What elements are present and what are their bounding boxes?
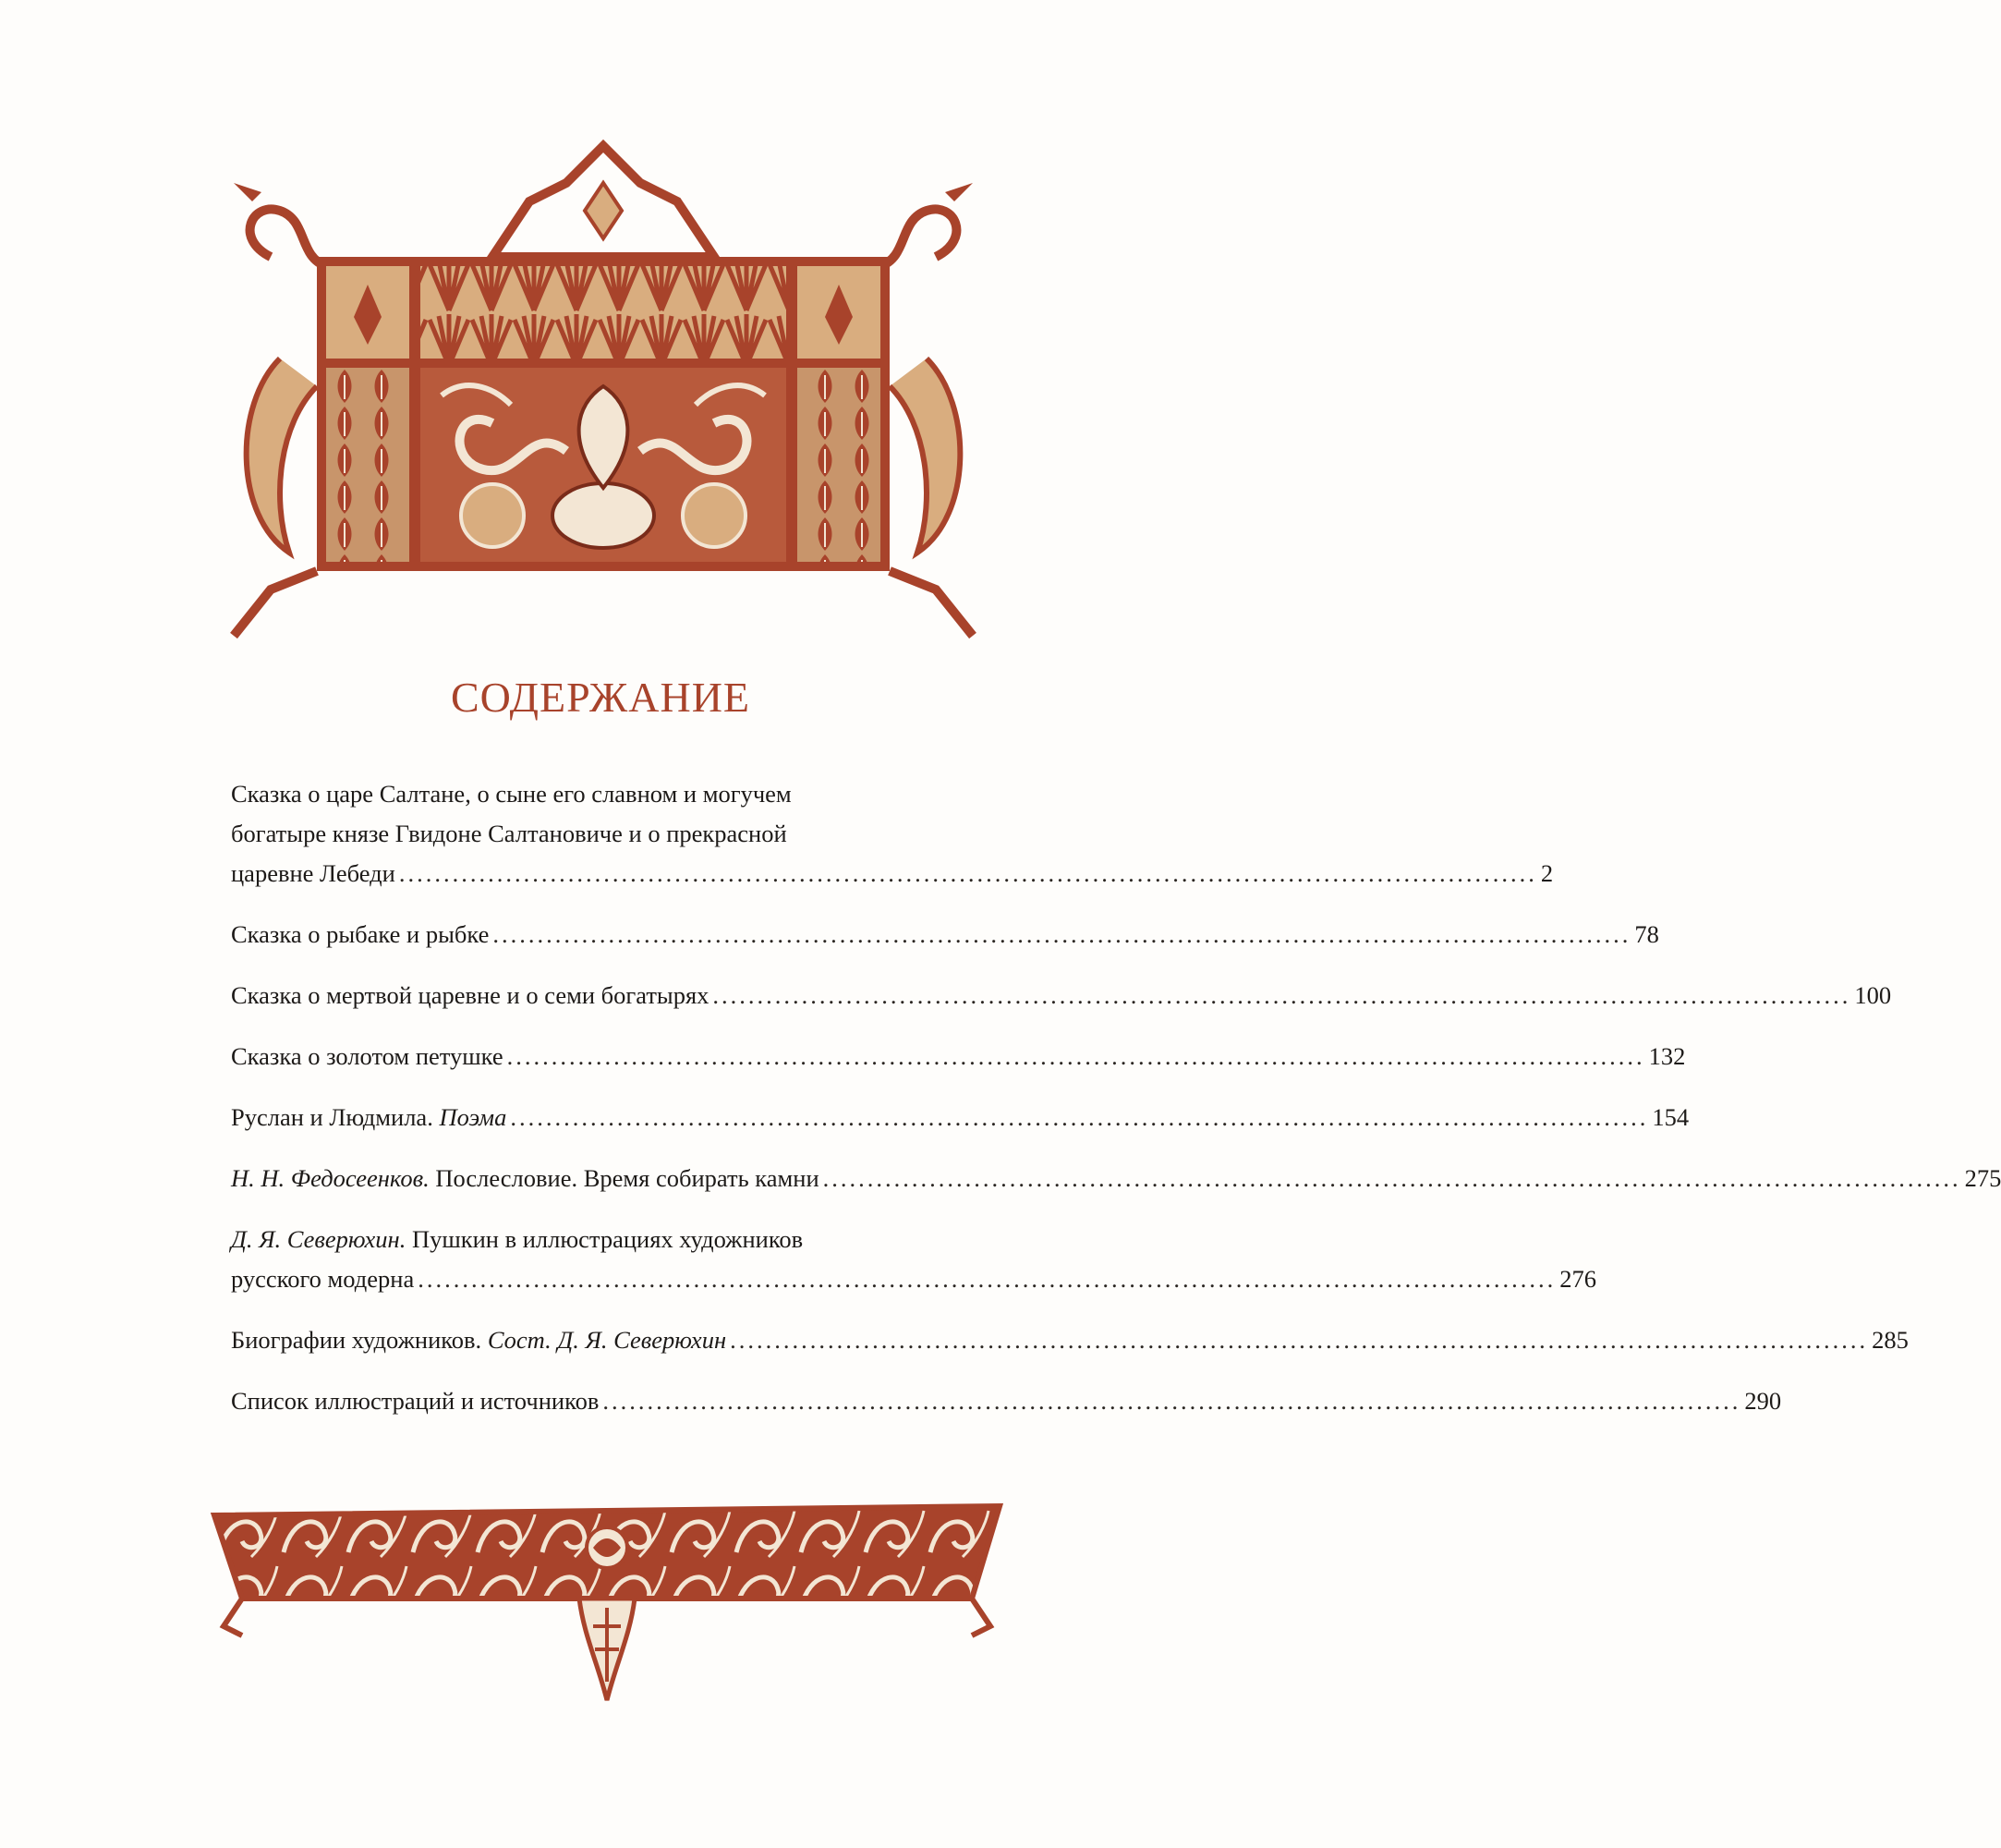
table-of-contents	[231, 774, 2001, 1442]
leader-dots: ................................................................................................................................	[418, 1265, 1557, 1293]
toc-entry-line: Пушкин в иллюстрациях художников	[411, 1225, 804, 1253]
leader-dots: ................................................................................................................................	[510, 1103, 1649, 1131]
toc-entry-author: Н. Н. Федосеенков.	[231, 1164, 430, 1192]
toc-page-number: 2	[1540, 859, 1554, 887]
toc-entry-title: царевне Лебеди	[231, 859, 395, 887]
leader-dots: ................................................................................................................................	[602, 1387, 1741, 1415]
toc-entry-title: Руслан и Людмила.	[231, 1103, 433, 1131]
toc-entry	[231, 976, 1892, 1015]
toc-entry-author: Д. Я. Северюхин.	[231, 1225, 406, 1253]
toc-entry-title: Сказка о золотом петушке	[231, 1042, 503, 1070]
leader-dots: ................................................................................................................................	[492, 920, 1631, 948]
top-ornament-illustration	[215, 146, 991, 663]
toc-entry-title: Список иллюстраций и источников	[231, 1387, 600, 1415]
toc-page-number: 285	[1872, 1326, 1909, 1354]
toc-entry-line: Сказка о царе Салтане, о сыне его славном и могучем	[231, 780, 792, 808]
toc-entry	[231, 1098, 1690, 1137]
leader-dots: ................................................................................................................................	[398, 859, 1537, 887]
toc-page-number: 154	[1652, 1103, 1690, 1131]
toc-entry	[231, 1159, 2001, 1198]
leader-dots: ................................................................................................................................	[730, 1326, 1869, 1354]
toc-entry-title: русского модерна	[231, 1265, 415, 1293]
leader-dots: ................................................................................................................................	[712, 981, 1851, 1009]
toc-entry-title: Сказка о рыбаке и рыбке	[231, 920, 490, 948]
page-title: СОДЕРЖАНИЕ	[450, 674, 751, 721]
toc-entry	[231, 774, 1554, 894]
toc-entry	[231, 1320, 1909, 1360]
toc-page-number: 100	[1854, 981, 1892, 1009]
toc-entry-title: Сказка о мертвой царевне и о семи богатырях	[231, 981, 709, 1009]
toc-entry-genre: Поэма	[439, 1103, 507, 1131]
toc-page-number: 78	[1634, 920, 1659, 948]
toc-entry-title: Послесловие. Время собирать камни	[435, 1164, 819, 1192]
toc-page-number: 275	[1964, 1164, 2001, 1192]
toc-entry	[231, 915, 1659, 954]
leader-dots: ................................................................................................................................	[822, 1164, 1961, 1192]
toc-entry-title: Биографии художников.	[231, 1326, 482, 1354]
toc-page-number: 290	[1744, 1387, 1782, 1415]
leader-dots: ................................................................................................................................	[506, 1042, 1645, 1070]
toc-entry	[231, 1037, 1686, 1076]
toc-entry-compiler: Сост. Д. Я. Северюхин	[487, 1326, 727, 1354]
toc-entry	[231, 1220, 1596, 1299]
bottom-ornament-illustration	[214, 1506, 1000, 1709]
toc-page-number: 276	[1559, 1265, 1596, 1293]
toc-entry	[231, 1381, 1782, 1421]
toc-entry-line: богатыре князе Гвидоне Салтановиче и о прекрасной	[231, 820, 787, 847]
toc-page-number: 132	[1648, 1042, 1686, 1070]
